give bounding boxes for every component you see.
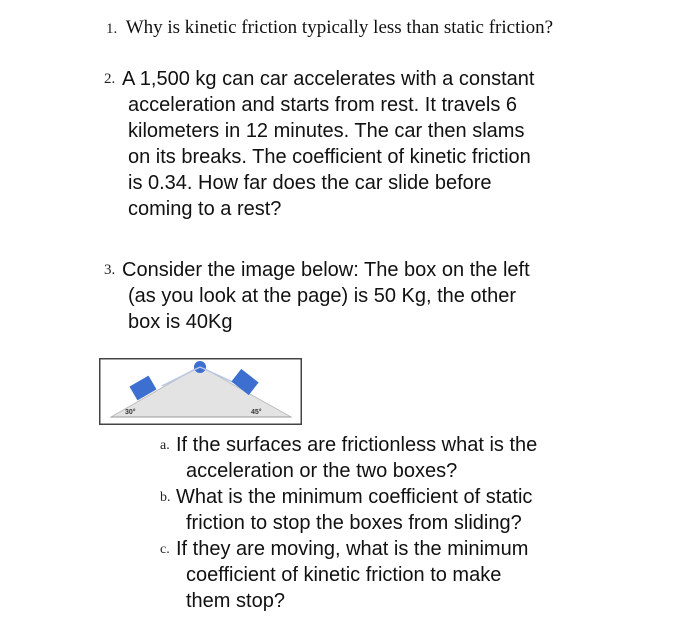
question-3	[104, 257, 664, 335]
text-line: friction to stop the boxes from sliding?	[186, 512, 522, 534]
text-line: Consider the image below: The box on the left	[122, 259, 530, 281]
subquestion-text	[176, 432, 640, 484]
text-line: coming to a rest?	[128, 198, 282, 220]
subquestion-text	[176, 484, 640, 536]
text-line: coefficient of kinetic friction to make	[186, 564, 502, 586]
subquestion-text	[176, 536, 640, 614]
text-line: box is 40Kg	[128, 311, 233, 333]
question-text	[122, 66, 664, 222]
angle-label-right: 45°	[251, 409, 262, 416]
subquestion-label: a.	[160, 438, 170, 453]
text-line: If the surfaces are frictionless what is the	[176, 434, 538, 456]
text-line: If they are moving, what is the minimum	[176, 538, 529, 560]
text-line: What is the minimum coefficient of static	[176, 486, 533, 508]
question-2	[104, 66, 664, 222]
question-number: 3.	[104, 262, 116, 278]
subquestion-a	[160, 432, 640, 484]
question-text	[122, 257, 664, 335]
text-line: on its breaks. The coefficient of kinetic friction	[128, 146, 531, 168]
text-line: (as you look at the page) is 50 Kg, the other	[128, 285, 517, 307]
subquestion-label: c.	[160, 542, 170, 557]
text-line: acceleration or the two boxes?	[186, 460, 458, 482]
angle-label-left: 30°	[125, 409, 136, 416]
text-line: A 1,500 kg can car accelerates with a constant	[122, 68, 535, 90]
text-line: kilometers in 12 minutes. The car then slams	[128, 120, 525, 142]
subquestion-c	[160, 536, 640, 614]
subquestion-label: b.	[160, 490, 171, 505]
subquestion-list	[160, 432, 640, 614]
inclined-planes-diagram	[99, 358, 302, 425]
question-number: 2.	[104, 71, 116, 87]
text-line: acceleration and starts from rest. It travels 6	[128, 94, 518, 116]
subquestion-b	[160, 484, 640, 536]
text-line: them stop?	[186, 590, 285, 612]
question-1	[106, 17, 553, 39]
question-text: Why is kinetic friction typically less than static friction?	[125, 17, 554, 38]
text-line: is 0.34. How far does the car slide before	[128, 172, 492, 194]
question-number: 1.	[106, 21, 118, 37]
